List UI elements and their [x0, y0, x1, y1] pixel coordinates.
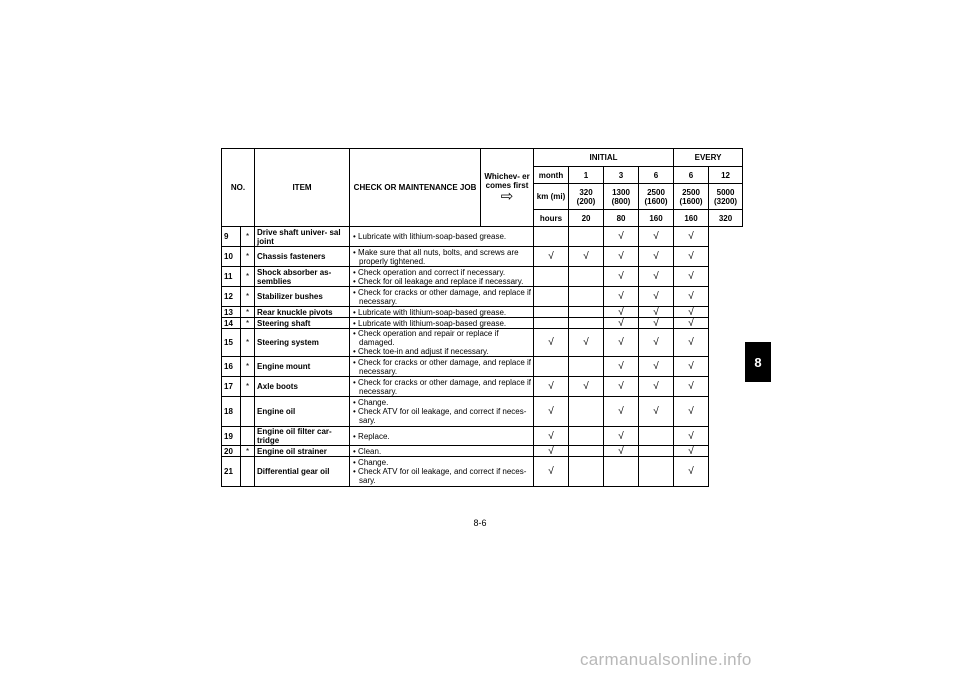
job-step: • Check for cracks or other damage, and replace if necessary.	[352, 358, 531, 376]
check-mark-icon: √	[569, 377, 604, 397]
empty-cell	[534, 287, 569, 307]
row-job	[350, 357, 534, 377]
row-item: Chassis fasteners	[255, 247, 350, 267]
header-job: CHECK OR MAINTENANCE JOB	[350, 149, 481, 227]
check-mark-icon: √	[674, 227, 709, 247]
row-number: 10	[222, 247, 241, 267]
watermark: carmanualsonline.info	[580, 650, 752, 669]
check-mark-icon: √	[639, 287, 674, 307]
row-job	[350, 397, 534, 427]
job-step: • Check operation and repair or replace if damaged.	[352, 329, 531, 347]
row-item: Engine mount	[255, 357, 350, 377]
row-number: 21	[222, 457, 241, 487]
header-no: NO.	[222, 149, 255, 227]
check-mark-icon: √	[534, 446, 569, 457]
check-mark-icon: √	[569, 329, 604, 357]
check-mark-icon: √	[604, 357, 639, 377]
check-mark-icon: √	[604, 427, 639, 446]
km-value: 320 (200)	[569, 184, 604, 210]
job-step: • Lubricate with lithium-soap-based grease.	[352, 319, 531, 328]
check-mark-icon: √	[639, 357, 674, 377]
job-step: • Check toe-in and adjust if necessary.	[352, 347, 531, 356]
check-mark-icon: √	[674, 446, 709, 457]
row-star: *	[241, 227, 255, 247]
job-step: • Clean.	[352, 447, 531, 456]
row-number: 16	[222, 357, 241, 377]
table-row	[222, 318, 743, 329]
arrow-right-icon: ⇨	[500, 187, 514, 205]
month-value: 6	[639, 167, 674, 184]
check-mark-icon: √	[569, 247, 604, 267]
check-mark-icon: √	[604, 446, 639, 457]
km-label: km (mi)	[534, 184, 569, 210]
empty-cell	[569, 318, 604, 329]
table-row	[222, 247, 743, 267]
empty-cell	[569, 307, 604, 318]
row-item: Steering system	[255, 329, 350, 357]
check-mark-icon: √	[674, 247, 709, 267]
empty-cell	[534, 227, 569, 247]
check-mark-icon: √	[674, 307, 709, 318]
check-mark-icon: √	[604, 307, 639, 318]
hours-value: 160	[674, 210, 709, 227]
maintenance-schedule-table	[221, 148, 743, 487]
empty-cell	[569, 427, 604, 446]
check-mark-icon: √	[604, 318, 639, 329]
job-step: • Replace.	[352, 432, 531, 441]
row-item: Steering shaft	[255, 318, 350, 329]
check-mark-icon: √	[674, 287, 709, 307]
job-step: • Change.	[352, 458, 531, 467]
header-initial-spacer	[639, 149, 674, 167]
check-mark-icon: √	[604, 377, 639, 397]
whichever-label: Whichev- er comes first	[484, 171, 530, 190]
job-list	[352, 447, 531, 456]
row-item: Engine oil strainer	[255, 446, 350, 457]
hours-value: 20	[569, 210, 604, 227]
check-mark-icon: √	[639, 329, 674, 357]
row-item: Engine oil	[255, 397, 350, 427]
row-number: 19	[222, 427, 241, 446]
check-mark-icon: √	[674, 267, 709, 287]
table-row	[222, 267, 743, 287]
empty-cell	[604, 457, 639, 487]
check-mark-icon: √	[639, 247, 674, 267]
job-list	[352, 432, 531, 441]
hours-label: hours	[534, 210, 569, 227]
check-mark-icon: √	[604, 247, 639, 267]
row-star: *	[241, 287, 255, 307]
row-job	[350, 377, 534, 397]
row-number: 14	[222, 318, 241, 329]
job-step: • Change.	[352, 398, 531, 407]
empty-cell	[569, 457, 604, 487]
row-star: *	[241, 247, 255, 267]
row-star	[241, 397, 255, 427]
job-step: • Make sure that all nuts, bolts, and screws are properly tightened.	[352, 248, 531, 266]
check-mark-icon: √	[674, 329, 709, 357]
empty-cell	[569, 357, 604, 377]
empty-cell	[534, 318, 569, 329]
month-value: 6	[674, 167, 709, 184]
job-step: • Check operation and correct if necessary.	[352, 268, 531, 277]
hours-value: 320	[709, 210, 743, 227]
header-every: EVERY	[674, 149, 743, 167]
table-row	[222, 307, 743, 318]
row-number: 9	[222, 227, 241, 247]
row-item: Differential gear oil	[255, 457, 350, 487]
check-mark-icon: √	[604, 227, 639, 247]
row-number: 17	[222, 377, 241, 397]
table-row	[222, 427, 743, 446]
row-item: Engine oil filter car- tridge	[255, 427, 350, 446]
row-star: *	[241, 307, 255, 318]
row-item: Rear knuckle pivots	[255, 307, 350, 318]
header-whichever	[481, 149, 534, 227]
row-star	[241, 427, 255, 446]
check-mark-icon: √	[639, 267, 674, 287]
job-list	[352, 288, 531, 306]
table-row	[222, 287, 743, 307]
month-value: 3	[604, 167, 639, 184]
check-mark-icon: √	[604, 267, 639, 287]
empty-cell	[639, 457, 674, 487]
check-mark-icon: √	[604, 329, 639, 357]
row-job	[350, 427, 534, 446]
row-job	[350, 457, 534, 487]
row-star: *	[241, 357, 255, 377]
check-mark-icon: √	[674, 357, 709, 377]
row-number: 18	[222, 397, 241, 427]
check-mark-icon: √	[639, 227, 674, 247]
job-list	[352, 458, 531, 485]
check-mark-icon: √	[674, 318, 709, 329]
table-row	[222, 377, 743, 397]
empty-cell	[639, 446, 674, 457]
job-step: • Lubricate with lithium-soap-based grease.	[352, 308, 531, 317]
month-label: month	[534, 167, 569, 184]
check-mark-icon: √	[534, 397, 569, 427]
hours-value: 160	[639, 210, 674, 227]
row-item: Stabilizer bushes	[255, 287, 350, 307]
table-row	[222, 329, 743, 357]
job-list	[352, 378, 531, 396]
empty-cell	[569, 267, 604, 287]
check-mark-icon: √	[534, 377, 569, 397]
check-mark-icon: √	[674, 377, 709, 397]
job-list	[352, 398, 531, 425]
check-mark-icon: √	[639, 377, 674, 397]
row-number: 15	[222, 329, 241, 357]
empty-cell	[569, 287, 604, 307]
month-value: 12	[709, 167, 743, 184]
row-item: Axle boots	[255, 377, 350, 397]
check-mark-icon: √	[674, 457, 709, 487]
job-step: • Lubricate with lithium-soap-based grease.	[352, 232, 531, 241]
check-mark-icon: √	[534, 247, 569, 267]
hours-value: 80	[604, 210, 639, 227]
row-job	[350, 318, 534, 329]
check-mark-icon: √	[674, 397, 709, 427]
job-list	[352, 319, 531, 328]
table-row	[222, 457, 743, 487]
empty-cell	[569, 397, 604, 427]
row-star: *	[241, 329, 255, 357]
job-step: • Check ATV for oil leakage, and correct if neces- sary.	[352, 407, 531, 425]
job-list	[352, 268, 531, 286]
row-number: 13	[222, 307, 241, 318]
empty-cell	[534, 267, 569, 287]
row-star: *	[241, 446, 255, 457]
table-row	[222, 397, 743, 427]
row-number: 11	[222, 267, 241, 287]
row-job	[350, 329, 534, 357]
header-item: ITEM	[255, 149, 350, 227]
empty-cell	[569, 227, 604, 247]
check-mark-icon: √	[674, 427, 709, 446]
km-value: 2500 (1600)	[639, 184, 674, 210]
check-mark-icon: √	[604, 287, 639, 307]
job-step: • Check for cracks or other damage, and replace if necessary.	[352, 288, 531, 306]
row-job	[350, 287, 534, 307]
km-value: 5000 (3200)	[709, 184, 743, 210]
check-mark-icon: √	[639, 397, 674, 427]
header-initial: INITIAL	[569, 149, 639, 167]
table-row	[222, 227, 743, 247]
job-list	[352, 358, 531, 376]
row-job	[350, 267, 534, 287]
month-value: 1	[569, 167, 604, 184]
check-mark-icon: √	[639, 307, 674, 318]
row-item: Drive shaft univer- sal joint	[255, 227, 350, 247]
row-job	[350, 227, 534, 247]
km-value: 2500 (1600)	[674, 184, 709, 210]
row-star: *	[241, 267, 255, 287]
row-star: *	[241, 377, 255, 397]
row-item: Shock absorber as- semblies	[255, 267, 350, 287]
empty-cell	[534, 357, 569, 377]
check-mark-icon: √	[534, 427, 569, 446]
job-list	[352, 232, 531, 241]
page-number: 8-6	[473, 518, 487, 528]
row-star	[241, 457, 255, 487]
job-list	[352, 308, 531, 317]
job-step: • Check for cracks or other damage, and replace if necessary.	[352, 378, 531, 396]
table-row	[222, 357, 743, 377]
empty-cell	[569, 446, 604, 457]
check-mark-icon: √	[534, 457, 569, 487]
row-job	[350, 307, 534, 318]
job-step: • Check ATV for oil leakage, and correct if neces- sary.	[352, 467, 531, 485]
row-job	[350, 247, 534, 267]
check-mark-icon: √	[604, 397, 639, 427]
header-corner	[534, 149, 569, 167]
empty-cell	[639, 427, 674, 446]
job-list	[352, 248, 531, 266]
section-tab: 8	[745, 342, 771, 382]
row-job	[350, 446, 534, 457]
row-star: *	[241, 318, 255, 329]
empty-cell	[534, 307, 569, 318]
check-mark-icon: √	[534, 329, 569, 357]
km-value: 1300 (800)	[604, 184, 639, 210]
table-row	[222, 446, 743, 457]
row-number: 12	[222, 287, 241, 307]
row-number: 20	[222, 446, 241, 457]
job-step: • Check for oil leakage and replace if necessary.	[352, 277, 531, 286]
check-mark-icon: √	[639, 318, 674, 329]
job-list	[352, 329, 531, 356]
